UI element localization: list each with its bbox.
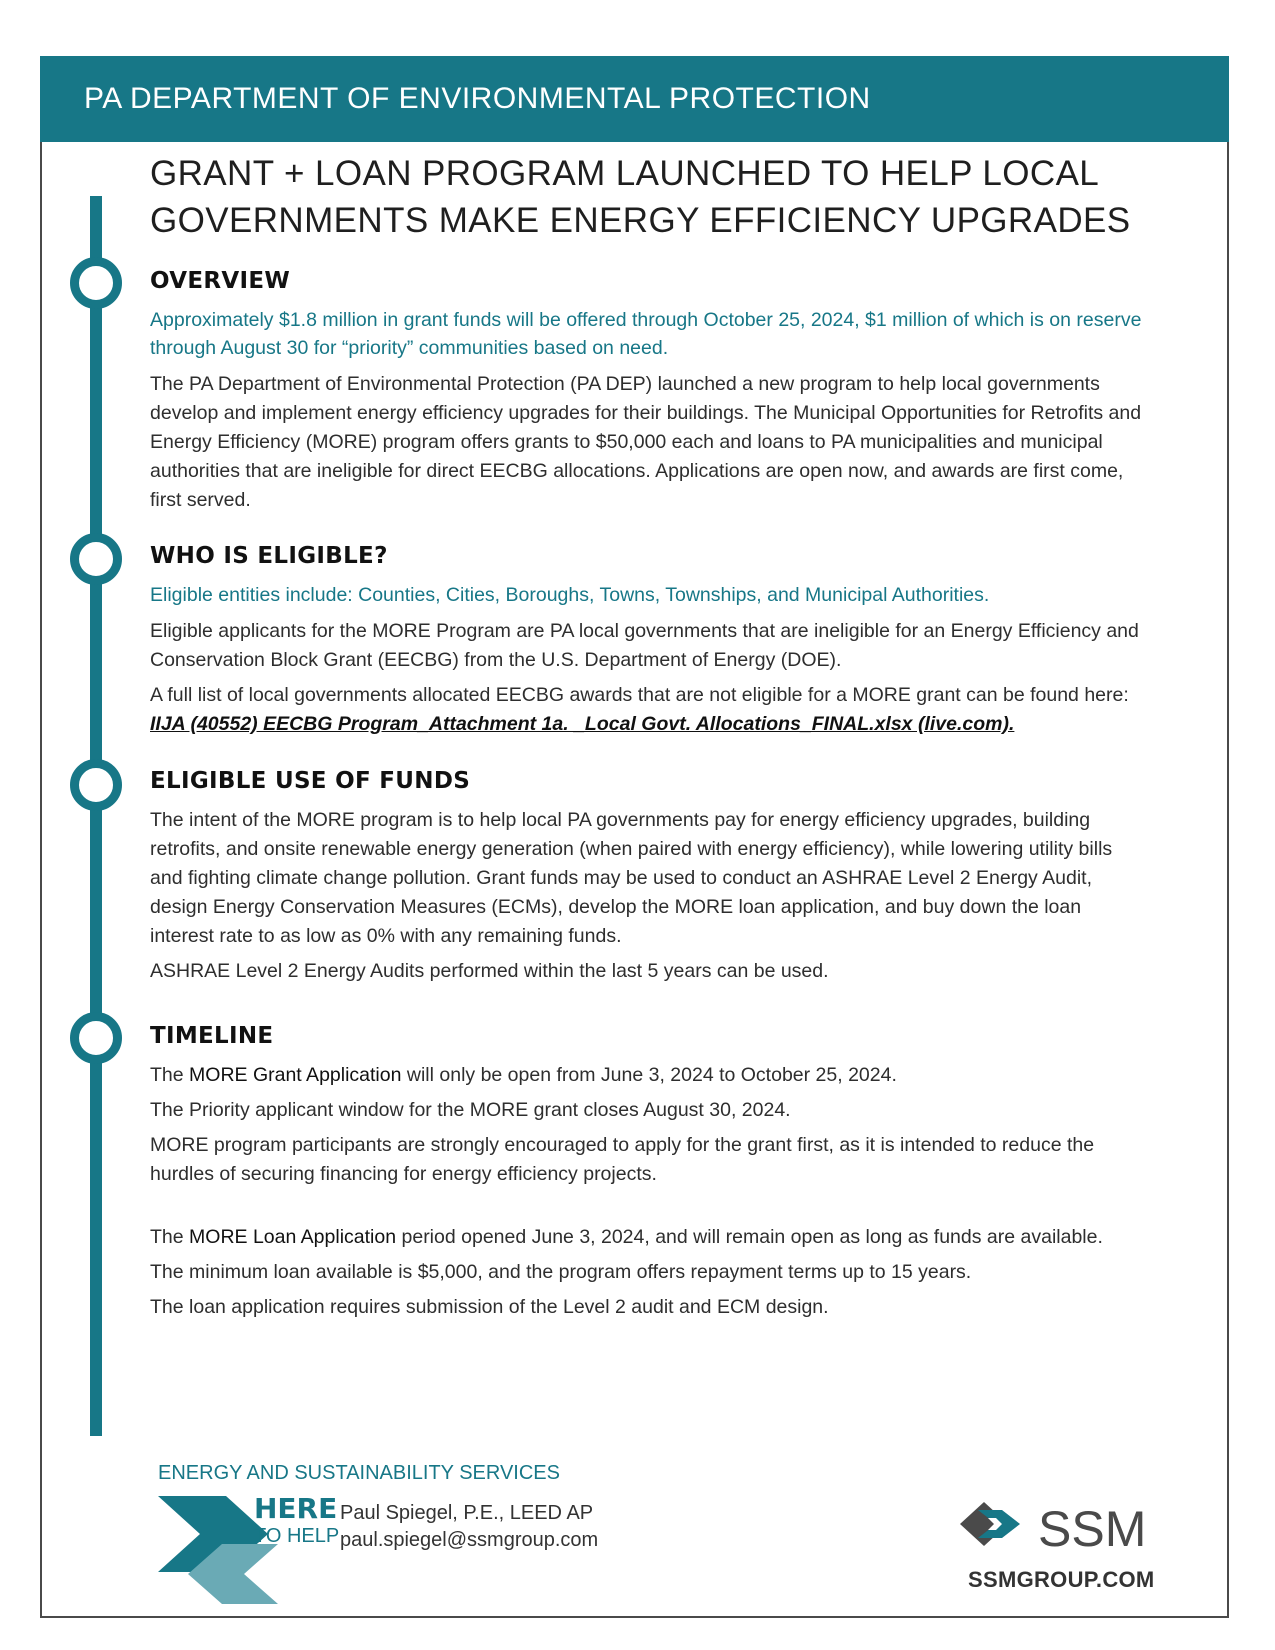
timeline-node-overview <box>70 257 122 309</box>
timeline-item-1 <box>150 1061 1150 1090</box>
overview-lead: Approximately $1.8 million in grant funds will be offered through October 25, 2024, $1 million of which is on reserve through August 30 for “priority” communities based on need. <box>150 309 1142 359</box>
timeline-item-1-bold: MORE Grant Application <box>189 1064 402 1086</box>
eligible-body-2 <box>150 681 1150 739</box>
banner-title: PA DEPARTMENT OF ENVIRONMENTAL PROTECTION <box>84 82 871 115</box>
funds-body-2: ASHRAE Level 2 Energy Audits performed within the last 5 years can be used. <box>150 960 829 982</box>
title-line-1: GRANT + LOAN PROGRAM LAUNCHED TO HELP LOCAL <box>150 154 1100 193</box>
ssm-logo <box>958 1494 1168 1558</box>
eligible-body-2-text: A full list of local governments allocated EECBG awards that are not eligible for a MORE grant can be found here: <box>150 684 1129 706</box>
timeline-item-5: The minimum loan available is $5,000, and the program offers repayment terms up to 15 years. <box>150 1261 972 1283</box>
timeline-node-timeline <box>70 1012 122 1064</box>
contact-email[interactable]: paul.spiegel@ssmgroup.com <box>340 1529 599 1551</box>
eligible-heading: WHO IS ELIGIBLE? <box>150 543 388 569</box>
section-timeline <box>150 1023 1150 1328</box>
timeline-spine <box>90 196 102 1436</box>
contact-block <box>340 1500 598 1554</box>
timeline-item-4-pre: The <box>150 1226 184 1248</box>
timeline-item-3: MORE program participants are strongly encouraged to apply for the grant first, as it is intended to reduce the hurdles of securing financing for energy efficiency projects. <box>150 1134 1095 1185</box>
timeline-item-4-post: period opened June 3, 2024, and will remain open as long as funds are available. <box>401 1226 1103 1248</box>
timeline-item-4 <box>150 1223 1150 1252</box>
overview-body: The PA Department of Environmental Protection (PA DEP) launched a new program to help local governments develop and implement energy efficiency upgrades for their buildings. The Municipal Opportunities for Retrofits and Energy Efficiency (MORE) program offers grants to $50,000 each and loans to PA municipalities and municipal authorities that are ineligible for direct EECBG allocations. Applications are open now, and awards are first come, first served. <box>150 373 1142 511</box>
timeline-item-1-post: will only be open from June 3, 2024 to October 25, 2024. <box>406 1064 897 1086</box>
funds-heading: ELIGIBLE USE OF FUNDS <box>150 768 471 794</box>
eligible-body-1: Eligible applicants for the MORE Program are PA local governments that are ineligible for an Energy Efficiency and Conservation Block Grant (EECBG) from the U.S. Department of Energy (DOE). <box>150 620 1139 671</box>
timeline-node-funds <box>70 759 122 811</box>
timeline-item-2: The Priority applicant window for the MORE grant closes August 30, 2024. <box>150 1099 791 1121</box>
header-banner <box>40 56 1229 142</box>
eligible-lead: Eligible entities include: Counties, Cities, Boroughs, Towns, Townships, and Municipal Authorities. <box>150 584 990 606</box>
ssm-website-url[interactable]: SSMGROUP.COM <box>968 1567 1155 1592</box>
section-eligible <box>150 543 1150 745</box>
title-line-2: GOVERNMENTS MAKE ENERGY EFFICIENCY UPGRADES <box>150 201 1131 240</box>
logo-here-text: HERE <box>254 1492 338 1525</box>
section-overview <box>150 268 1150 521</box>
logo-to-help-text: TO HELP <box>254 1525 340 1547</box>
ssm-logo-text: SSM <box>1038 1501 1147 1557</box>
timeline-item-6: The loan application requires submission of the Level 2 audit and ECM design. <box>150 1296 829 1318</box>
footer-services-title: ENERGY AND SUSTAINABILITY SERVICES <box>158 1462 560 1484</box>
eecbg-allocations-link[interactable]: IIJA (40552) EECBG Program_Attachment 1a. _Local Govt. Allocations_FINAL.xlsx (live.com). <box>150 713 1015 735</box>
timeline-node-eligible <box>70 533 122 585</box>
here-to-help-logo <box>158 1492 340 1604</box>
section-funds <box>150 768 1150 992</box>
timeline-item-1-pre: The <box>150 1064 184 1086</box>
overview-heading: OVERVIEW <box>150 268 290 294</box>
timeline-item-4-bold: MORE Loan Application <box>189 1226 397 1248</box>
funds-body-1: The intent of the MORE program is to help local PA governments pay for energy efficiency upgrades, building retrofits, and onsite renewable energy generation (when paired with energy efficiency), while lowering utility bills and fighting climate change pollution. Grant funds may be used to conduct an ASHRAE Level 2 Energy Audit, design Energy Conservation Measures (ECMs), develop the MORE loan application, and buy down the loan interest rate to as low as 0% with any remaining funds. <box>150 809 1113 947</box>
page-title <box>150 150 1210 244</box>
timeline-heading: TIMELINE <box>150 1023 274 1049</box>
contact-name: Paul Spiegel, P.E., LEED AP <box>340 1502 594 1524</box>
